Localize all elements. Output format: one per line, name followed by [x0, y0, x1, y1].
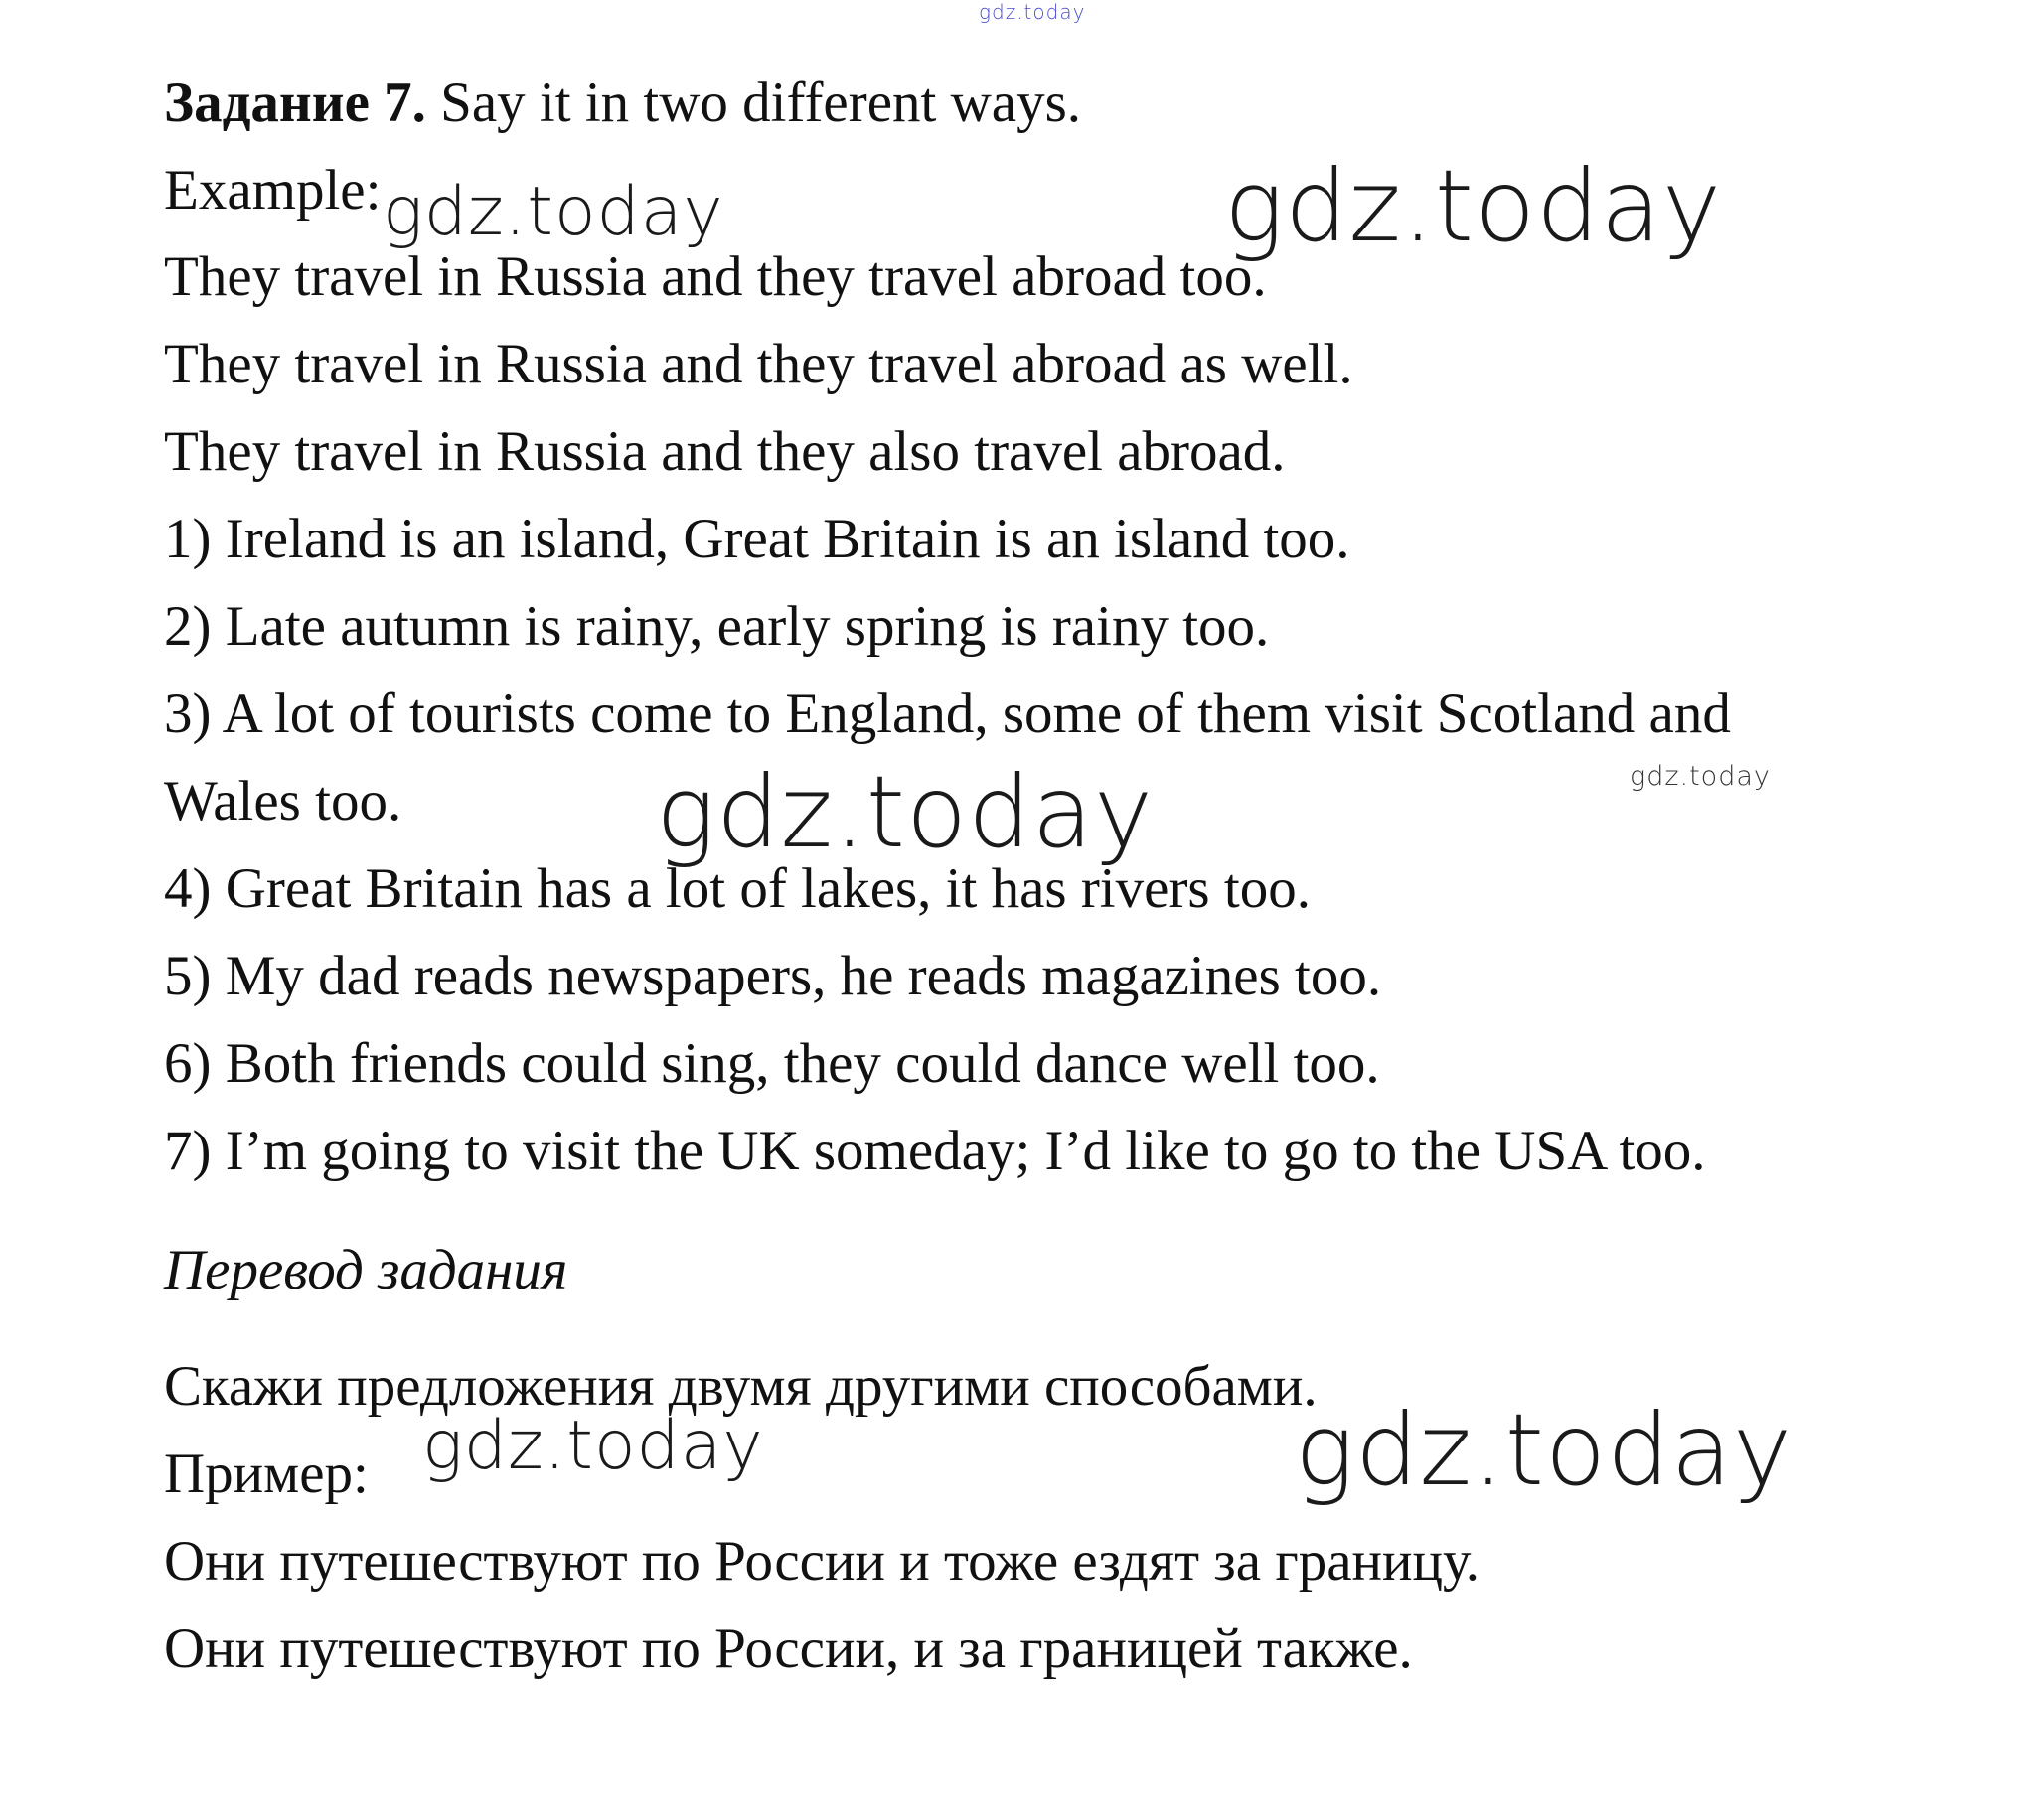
list-item: 4) Great Britain has a lot of lakes, it has rivers too. [164, 857, 1311, 920]
watermark: gdz.today [656, 754, 1155, 870]
watermark: gdz.today [1224, 148, 1723, 264]
watermark: gdz.today [383, 173, 724, 251]
watermark: gdz.today [1630, 761, 1771, 792]
translation-heading: Перевод задания [164, 1239, 568, 1301]
translation-sentence: Они путешествуют по России, и за границей также. [164, 1617, 1413, 1680]
example-sentence: They travel in Russia and they travel abroad too. [164, 245, 1267, 308]
list-item: 2) Late autumn is rainy, early spring is rainy too. [164, 595, 1270, 658]
task-instruction: Say it in two different ways. [440, 72, 1081, 134]
list-item: 1) Ireland is an island, Great Britain is an island too. [164, 508, 1350, 570]
watermark: gdz.today [1295, 1392, 1793, 1508]
watermark: gdz.today [422, 1407, 764, 1485]
list-item: 5) My dad reads newspapers, he reads magazines too. [164, 945, 1382, 1007]
translation-sentence: Они путешествуют по России и тоже ездят за границу. [164, 1530, 1481, 1592]
example-label: Example: [164, 159, 382, 222]
example-sentence: They travel in Russia and they travel abroad as well. [164, 333, 1353, 395]
list-item: 3) A lot of tourists come to England, some of them visit Scotland and [164, 682, 1731, 745]
list-item: 7) I’m going to visit the UK someday; I’d like to go to the USA too. [164, 1120, 1706, 1182]
list-item: Wales too. [164, 770, 402, 833]
watermark-top: gdz.today [979, 0, 1086, 24]
translation-example-label: Пример: [164, 1442, 369, 1505]
translation-instruction: Скажи предложения двумя другими способами. [164, 1355, 1318, 1418]
task-label: Задание 7. [164, 72, 426, 134]
task-heading [164, 72, 1081, 134]
list-item: 6) Both friends could sing, they could dance well too. [164, 1032, 1380, 1095]
example-sentence: They travel in Russia and they also travel abroad. [164, 420, 1286, 483]
